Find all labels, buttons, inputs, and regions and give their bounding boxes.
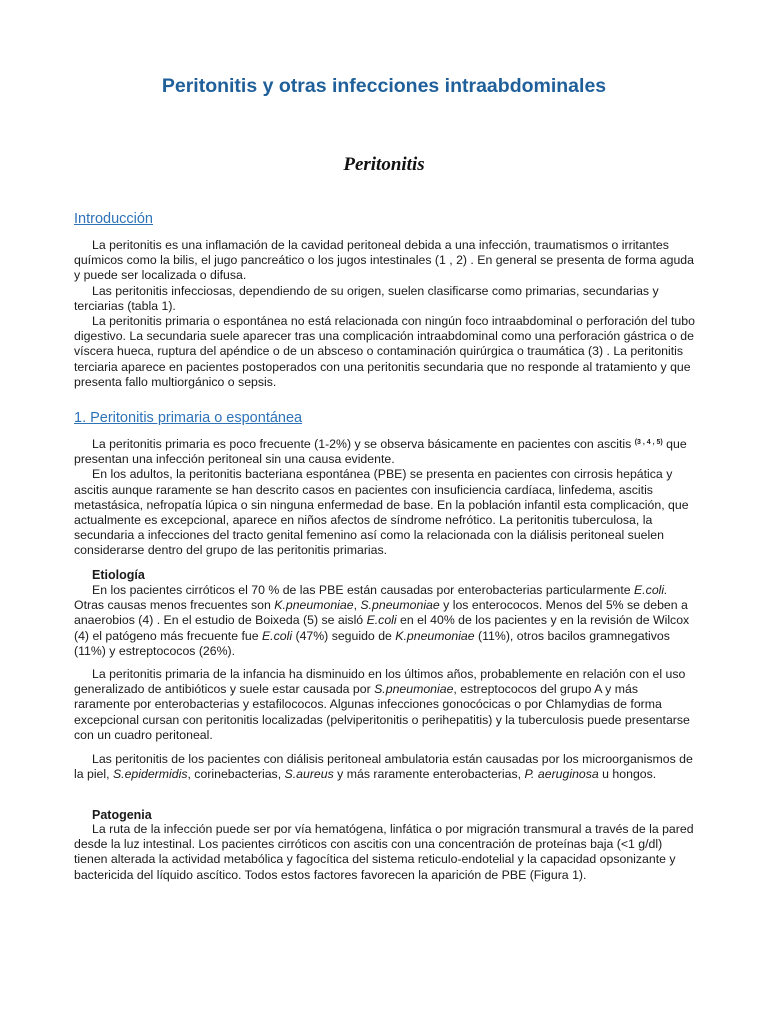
text-run: ,: [353, 598, 361, 613]
text-run: Las peritonitis de los pacientes con diálisis peritoneal ambulatoria están causadas por los microorganismos de la piel,: [74, 752, 693, 782]
text-run: (11%), otros bacilos gramnegativos (11%) y estreptococos (26%).: [74, 628, 670, 658]
species-name: S.pneumoniae: [360, 598, 440, 613]
text-run: en el 40% de los pacientes y en la revisión de Wilcox (4) el patógeno más frecuente fue: [74, 613, 690, 643]
chapter-title: Peritonitis: [343, 154, 425, 175]
intro-paragraph: La peritonitis primaria o espontánea no está relacionada con ningún foco intraabdominal o perforación del tubo digestivo. La secundaria suele aparecer tras una complicación intraabdominal como una perforación gástrica o de víscera hueca, ruptura del apéndice o de un absceso o contaminación quirúrgica o traumática (3) . La peritonitis terciaria aparece en pacientes postoperados con una peritonitis secundaria que no responde al tratamiento y que presenta fallo multiorgánico o sepsis.: [74, 314, 695, 389]
etiologia-paragraph: [74, 752, 696, 782]
section1-paragraph: En los adultos, la peritonitis bacteriana espontánea (PBE) se presenta en pacientes con cirrosis hepática y ascitis aunque raramente se han descrito casos en pacientes con insuficiencia cardíaca, linfedema, ascitis metastásica, nefropatía lúpica o sin ninguna enfermedad de base. En la población infantil esta complicación, que actualmente es excepcional, aparece en niños afectos de síndrome nefrótico. La peritonitis tuberculosa, la secundaria a infecciones del tracto genital femenino así como la relacionada con la diálisis peritoneal suelen considerarse dentro del grupo de las peritonitis primarias.: [74, 467, 689, 558]
intro-heading-link[interactable]: Introducción: [74, 211, 153, 227]
text-run: u hongos.: [598, 767, 657, 782]
etiologia-p2: [74, 667, 696, 743]
species-name: K.pneumoniae: [274, 598, 354, 613]
text-run: La peritonitis primaria es poco frecuente (1-2%) y se observa básicamente en pacientes con ascitis: [92, 437, 635, 451]
species-name: E.coli: [261, 628, 293, 643]
patogenia-heading: Patogenia: [92, 808, 152, 822]
etiologia-heading: Etiología: [92, 568, 145, 582]
intro-body: [74, 238, 696, 390]
intro-paragraph: Las peritonitis infecciosas, dependiendo de su origen, suelen clasificarse como primarias, secundarias y terciarias (tabla 1).: [74, 283, 659, 313]
text-run: y más raramente enterobacterias,: [333, 767, 525, 782]
text-run: Otras causas menos frecuentes son: [74, 598, 275, 613]
species-name: K.pneumoniae: [395, 628, 475, 643]
text-run: En los pacientes cirróticos el 70 % de las PBE están causadas por enterobacterias particularmente: [92, 583, 635, 597]
patogenia-body: [74, 822, 696, 883]
etiologia-paragraph: [74, 667, 696, 743]
intro-paragraph: La peritonitis es una inflamación de la cavidad peritoneal debida a una infección, traumatismos o irritantes químicos como la bilis, el jugo pancreático o los jugos intestinales (1 , 2) . En general se presenta de forma aguda y puede ser localizada o difusa.: [74, 238, 694, 283]
species-name: P. aeruginosa: [524, 767, 599, 782]
etiologia-p3: [74, 752, 696, 782]
section1-heading-link[interactable]: 1. Peritonitis primaria o espontánea: [74, 410, 303, 426]
etiologia-p1: [74, 583, 696, 659]
text-run: , estreptococos del grupo A y más raramente por enterobacterias y estafilococos. Algunas infecciones gonocócicas o por Chlamydias de forma excepcional cursan con peritonitis localizadas (pelviperitonitis o perihepatitis) y la tuberculosis puede presentarse con un cuadro peritoneal.: [74, 682, 690, 742]
text-run: La peritonitis primaria de la infancia ha disminuido en los últimos años, probablemente en relación con el uso generalizado de antibióticos y suele estar causada por: [74, 667, 686, 697]
section1-body: [74, 437, 696, 559]
text-run: (47%) seguido de: [292, 628, 396, 643]
section1-paragraph: [74, 437, 696, 467]
species-name: S.pneumoniae: [374, 682, 454, 697]
citation-superscript: (3 , 4 , 5): [634, 439, 663, 446]
species-name: S.aureus: [284, 767, 334, 782]
patogenia-paragraph: La ruta de la infección puede ser por vía hematógena, linfática o por migración transmural a través de la pared desde la luz intestinal. Los pacientes cirróticos con ascitis con una concentración de proteínas baja (<1 g/dl) tienen alterada la actividad metabólica y fagocítica del sistema reticulo-endotelial y la capacidad opsonizante y bactericida del líquido ascítico. Todos estos factores favorecen la aparición de PBE (Figura 1).: [74, 822, 694, 882]
document-title: Peritonitis y otras infecciones intraabdominales: [161, 75, 607, 97]
species-name: S.epidermidis: [112, 767, 188, 782]
species-name: E.coli: [366, 613, 397, 628]
text-run: y los enterococos. Menos del 5% se deben a anaerobios (4) . En el estudio de Boixeda (5) se aisló: [74, 598, 688, 628]
species-name: E.coli.: [634, 583, 668, 597]
etiologia-paragraph: [74, 583, 696, 659]
text-run: que presentan una infección peritoneal sin una causa evidente.: [74, 437, 687, 467]
text-run: , corinebacterias,: [187, 767, 285, 782]
